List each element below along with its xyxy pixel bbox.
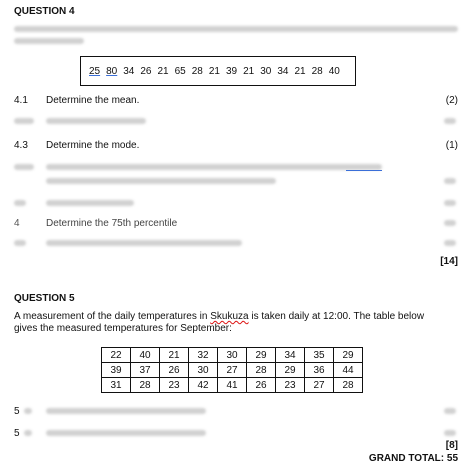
temperature-cell: 34 — [276, 348, 305, 363]
data-values-box — [80, 56, 356, 86]
blurred-item-marks — [444, 408, 456, 414]
temperature-cell: 27 — [218, 363, 247, 378]
question-5-total: [8] — [445, 440, 458, 451]
data-value: 21 — [294, 65, 306, 77]
temperature-cell: 40 — [131, 348, 160, 363]
item-text: Determine the mode. — [46, 140, 140, 151]
blurred-item-number — [14, 164, 34, 170]
blurred-item-number — [24, 408, 32, 414]
temperature-cell: 29 — [247, 348, 276, 363]
intro-text: is taken daily at 12:00. The table below — [248, 311, 425, 322]
temperature-cell: 28 — [131, 378, 160, 393]
temperature-cell: 26 — [247, 378, 276, 393]
temperature-row — [102, 348, 363, 363]
intro-text: A measurement of the daily temperatures in — [14, 311, 211, 322]
temperature-cell: 32 — [189, 348, 218, 363]
blurred-item-marks — [444, 200, 456, 206]
item-number: 4.3 — [14, 140, 28, 151]
data-value: 25 — [89, 65, 101, 77]
temperature-cell: 28 — [334, 378, 363, 393]
question-5-heading: QUESTION 5 — [14, 293, 75, 304]
item-number: 4 — [14, 218, 20, 229]
data-value: 21 — [157, 65, 169, 77]
blurred-item-number — [24, 430, 32, 436]
data-value: 40 — [328, 65, 340, 77]
data-value: 21 — [243, 65, 255, 77]
temperature-cell: 30 — [218, 348, 247, 363]
data-value: 28 — [311, 65, 323, 77]
data-value: 28 — [191, 65, 203, 77]
blurred-item-marks — [444, 118, 456, 124]
temperature-cell: 30 — [189, 363, 218, 378]
data-value: 34 — [277, 65, 289, 77]
temperature-cell: 39 — [102, 363, 131, 378]
blurred-item-text — [46, 408, 206, 414]
item-text: Determine the mean. — [46, 95, 140, 106]
blurred-item-text — [46, 118, 146, 124]
question-5-intro-line-2: gives the measured temperatures for September: — [14, 323, 232, 334]
item-marks: (1) — [445, 140, 458, 151]
item-number: 4.1 — [14, 95, 28, 106]
blurred-intro-line-1 — [14, 26, 458, 32]
blurred-item-marks — [444, 220, 456, 226]
blurred-item-number — [14, 200, 26, 206]
question-5-intro-line-1 — [14, 311, 424, 322]
item-text: Determine the 75th percentile — [46, 218, 178, 229]
temperature-cell: 36 — [305, 363, 334, 378]
blurred-item-marks — [444, 178, 456, 184]
data-value: 30 — [260, 65, 272, 77]
temperature-cell: 23 — [160, 378, 189, 393]
blurred-intro-line-2 — [14, 38, 84, 44]
blurred-item-text — [46, 240, 242, 246]
temperature-row — [102, 363, 363, 378]
blurred-item-marks — [444, 240, 456, 246]
temperature-cell: 21 — [160, 348, 189, 363]
temperature-cell: 37 — [131, 363, 160, 378]
data-value: 34 — [123, 65, 135, 77]
blurred-item-text — [46, 200, 134, 206]
temperature-cell: 26 — [160, 363, 189, 378]
temperature-table — [101, 347, 363, 393]
temperature-cell: 28 — [247, 363, 276, 378]
temperature-cell: 41 — [218, 378, 247, 393]
temperature-cell: 23 — [276, 378, 305, 393]
blurred-item-text — [46, 178, 276, 184]
temperature-cell: 31 — [102, 378, 131, 393]
temperature-cell: 29 — [276, 363, 305, 378]
blurred-item-number — [14, 240, 26, 246]
blurred-item-text — [46, 164, 382, 170]
data-value: 80 — [106, 65, 118, 77]
temperature-cell: 44 — [334, 363, 363, 378]
data-value: 26 — [140, 65, 152, 77]
question-4-heading: QUESTION 4 — [14, 6, 75, 17]
temperature-cell: 42 — [189, 378, 218, 393]
item-marks: (2) — [445, 95, 458, 106]
data-value: 65 — [174, 65, 186, 77]
item-number: 5 — [14, 406, 20, 417]
temperature-cell: 22 — [102, 348, 131, 363]
data-value: 21 — [208, 65, 220, 77]
place-name: Skukuza — [210, 311, 249, 322]
question-4-total: [14] — [440, 256, 458, 267]
blurred-item-marks — [444, 430, 456, 436]
grand-total: GRAND TOTAL: 55 — [368, 453, 458, 464]
item-number: 5 — [14, 428, 20, 439]
temperature-cell: 27 — [305, 378, 334, 393]
temperature-cell: 35 — [305, 348, 334, 363]
temperature-cell: 29 — [334, 348, 363, 363]
underline-accent — [346, 170, 382, 171]
blurred-item-text — [46, 430, 206, 436]
data-value: 39 — [226, 65, 238, 77]
temperature-row — [102, 378, 363, 393]
blurred-item-number — [14, 118, 34, 124]
